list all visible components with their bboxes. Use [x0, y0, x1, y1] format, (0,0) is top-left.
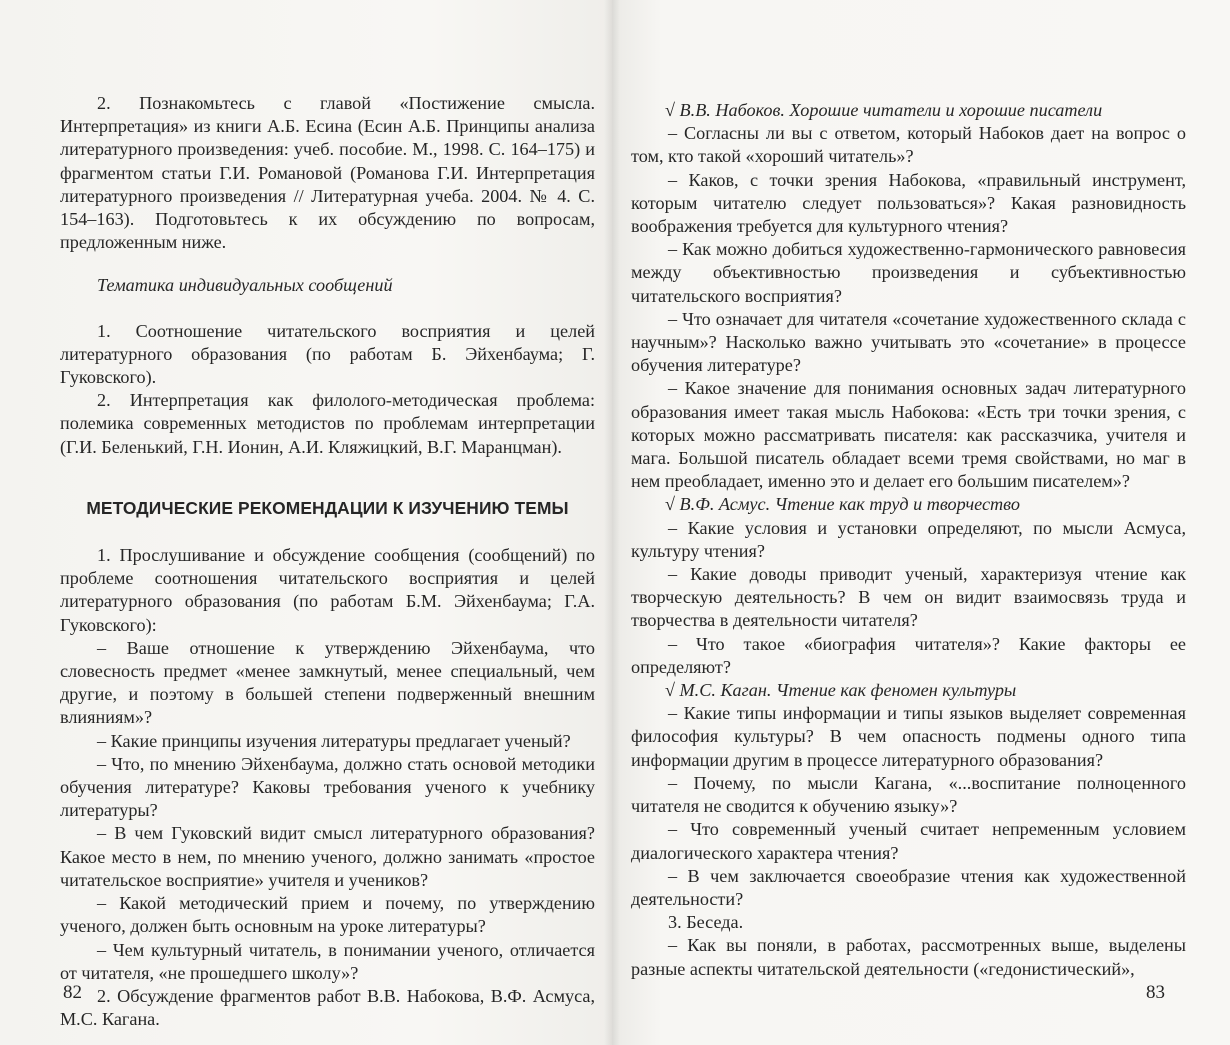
nabokov-question-3: – Как можно добиться художественно-гармонического равновесия между объективностью произведения и субъективностью читательского восприятия? — [631, 239, 1186, 306]
question-gukovsky-1: – В чем Гуковский видит смысл литературного образования? Какое место в нем, по мнению ученого, должно занимать «простое читательское восприятие» учителя и учеников? — [60, 823, 595, 890]
question-eikhenbaum-1: – Ваше отношение к утверждению Эйхенбаума, что словесность предмет «менее замкнутый, менее специальный, чем другие, и поэтому в большей степени подверженный внешним влияниям»? — [60, 637, 595, 728]
kagan-question-4: – В чем заключается своеобразие чтения как художественной деятельности? — [631, 865, 1186, 909]
nabokov-question-4: – Что означает для читателя «сочетание художественного склада с научным»? Насколько важно учитывать это «сочетание» в процессе обучения литературе? — [631, 308, 1186, 376]
page-number-right: 83 — [1146, 982, 1165, 1003]
section-heading: МЕТОДИЧЕСКИЕ РЕКОМЕНДАЦИИ К ИЗУЧЕНИЮ ТЕМЫ — [86, 497, 569, 518]
conversation-item: 3. Беседа. — [668, 912, 744, 933]
book-gutter — [604, 0, 620, 1045]
kagan-question-1: – Какие типы информации и типы языков выделяет современная философия культуры? В чем опасность подмены одного типа информации другим в процессе литературного образования? — [631, 703, 1186, 770]
right-page — [612, 0, 1230, 1045]
topic-1: 1. Соотношение читательского восприятия и целей литературного образования (по работам Б. Эйхенбаума; Г. Гуковского). — [60, 320, 595, 388]
question-gukovsky-3: – Чем культурный читатель, в понимании ученого, отличается от читателя, «не прошедшего школу»? — [60, 939, 595, 983]
kagan-heading-text: М.С. Каган. Чтение как феномен культуры — [679, 680, 1017, 701]
asmus-heading — [631, 493, 1186, 516]
nabokov-heading — [631, 99, 1186, 122]
topics-heading: Тематика индивидуальных сообщений — [97, 275, 393, 296]
asmus-question-2: – Какие доводы приводит ученый, характеризуя чтение как творческую деятельность? В чем он видит взаимосвязь труда и творчества в деятельности читателя? — [631, 564, 1186, 631]
page-number-left: 82 — [63, 982, 82, 1003]
question-gukovsky-2: – Какой методический прием и почему, по утверждению ученого, должен быть основным на уроке литературы? — [60, 893, 595, 937]
right-page-text — [631, 99, 1186, 981]
kagan-heading — [631, 679, 1186, 702]
kagan-question-2: – Почему, по мысли Кагана, «...воспитание полноценного читателя не сводится к обучению языку»? — [631, 772, 1186, 817]
left-page-text — [60, 92, 595, 1031]
conversation-question-1: – Как вы поняли, в работах, рассмотренных выше, выделены разные аспекты читательской деятельности («гедонистический», — [631, 935, 1186, 979]
recommendation-1: 1. Прослушивание и обсуждение сообщения (сообщений) по проблеме соотношения читательского восприятия и целей литературного образования (по работам Б.М. Эйхенбаума; Г.А. Гуковского): — [60, 545, 595, 635]
check-mark-icon: √ — [665, 494, 675, 515]
asmus-question-1: – Какие условия и установки определяют, по мысли Асмуса, культуру чтения? — [631, 517, 1186, 561]
nabokov-question-2: – Каков, с точки зрения Набокова, «правильный инструмент, которым читателю следует пользоваться»? Какая разновидность воображения требуется для культурного чтения? — [631, 169, 1186, 237]
question-eikhenbaum-2: – Какие принципы изучения литературы предлагает ученый? — [97, 730, 571, 751]
check-mark-icon: √ — [665, 680, 675, 701]
left-page — [0, 0, 612, 1045]
recommendation-2: 2. Обсуждение фрагментов работ В.В. Набокова, В.Ф. Асмуса, М.С. Кагана. — [60, 985, 595, 1030]
asmus-heading-text: В.Ф. Асмус. Чтение как труд и творчество — [679, 494, 1020, 515]
assignment-2: 2. Познакомьтесь с главой «Постижение смысла. Интерпретация» из книги А.Б. Есина (Есин А.Б. Принципы анализа литературного произведения: учеб. пособие. М., 1998. С. 164–175) и фрагментом статьи Г.И. Романовой (Романова Г.И. Интерпретация литературного произведения // Литературная учеба. 2004. № 4. С. 154–163). Подготовьтесь к их обсуждению по вопросам, предложенным ниже. — [60, 93, 595, 253]
nabokov-question-1: – Согласны ли вы с ответом, который Набоков дает на вопрос о том, кто такой «хороший читатель»? — [631, 123, 1186, 167]
kagan-question-3: – Что современный ученый считает непременным условием диалогического характера чтения? — [631, 819, 1186, 863]
asmus-question-3: – Что такое «биография читателя»? Какие факторы ее определяют? — [631, 633, 1186, 677]
topic-2: 2. Интерпретация как филолого-методическая проблема: полемика современных методистов по проблемам интерпретации (Г.И. Беленький, Г.Н. Ионин, А.И. Кляжицкий, В.Г. Маранцман). — [60, 390, 595, 457]
question-eikhenbaum-3: – Что, по мнению Эйхенбаума, должно стать основой методики обучения литературе? Каковы требования ученого к учебнику литературы? — [60, 753, 595, 821]
nabokov-heading-text: В.В. Набоков. Хорошие читатели и хорошие писатели — [679, 100, 1103, 120]
nabokov-question-5: – Какое значение для понимания основных задач литературного образования имеет такая мысль Набокова: «Есть три точки зрения, с которых можно рассматривать писателя: как рассказчика, учителя и мага. Большой писатель обладает всеми тремя свойствами, но маг в нем преобладает, именно это и делает его большим писателем»? — [631, 378, 1186, 492]
check-mark-icon: √ — [665, 100, 675, 120]
